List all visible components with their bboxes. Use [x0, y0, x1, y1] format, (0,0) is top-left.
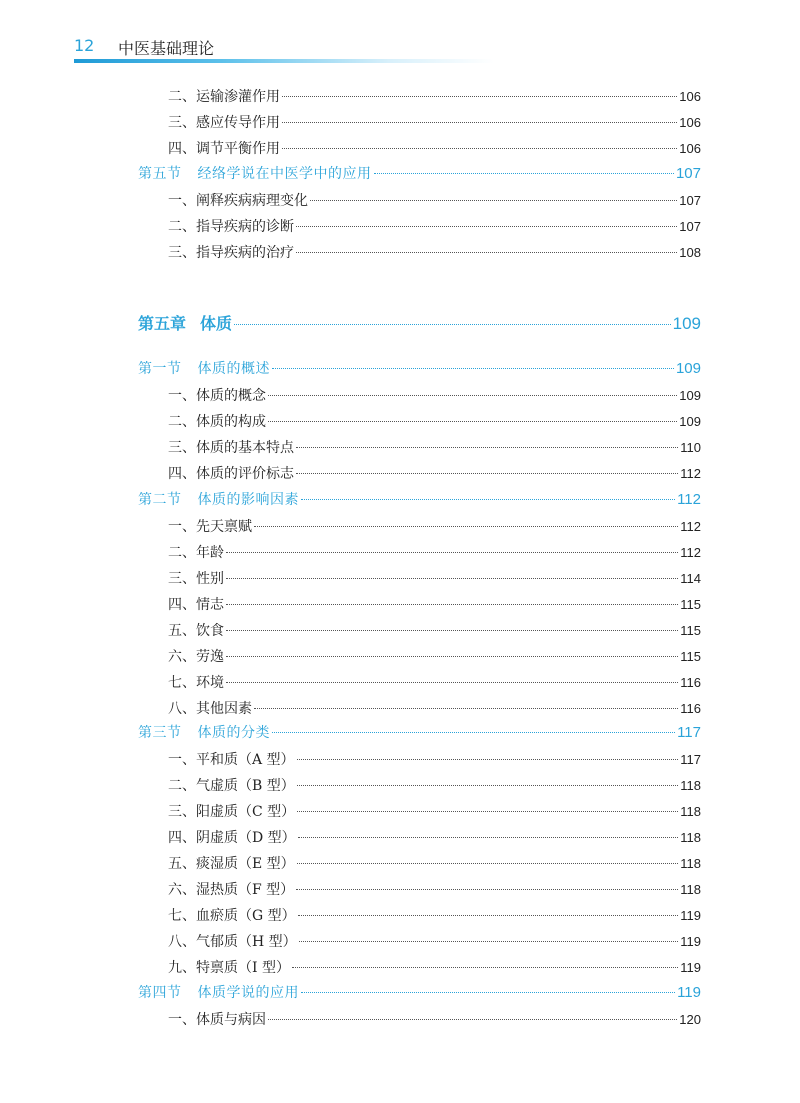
dot-leader [226, 682, 678, 683]
dot-leader [296, 473, 678, 474]
toc-page-number: 119 [680, 960, 701, 975]
dot-leader [268, 421, 677, 422]
dot-leader [226, 552, 678, 553]
toc-page-number: 119 [680, 908, 701, 923]
chapter-title: 体质 [200, 314, 233, 333]
section-title: 体质的概述 [197, 361, 270, 377]
toc-section [138, 163, 701, 183]
toc-item [168, 385, 701, 405]
section-number: 第五节 [138, 166, 182, 182]
toc-page-number: 117 [680, 752, 701, 767]
toc-section [138, 489, 701, 509]
toc-item-label: 八、其他因素 [168, 701, 252, 717]
toc-page-number: 116 [680, 701, 701, 716]
toc-page-number: 119 [677, 984, 701, 1001]
toc-page-number: 110 [680, 440, 701, 455]
toc-chapter [138, 311, 701, 334]
toc-item [168, 672, 701, 692]
toc-item [168, 853, 701, 873]
toc-item [168, 437, 701, 457]
toc-page-number: 112 [680, 519, 701, 534]
dot-leader [254, 526, 678, 527]
dot-leader [298, 837, 679, 838]
toc-item-label: 二、指导疾病的诊断 [168, 219, 294, 235]
toc-page-number: 109 [679, 388, 701, 403]
toc-page-number: 106 [679, 141, 701, 156]
toc-item-label: 五、饮食 [168, 623, 224, 639]
toc-item [168, 542, 701, 562]
dot-leader [296, 226, 677, 227]
toc-item [168, 957, 701, 977]
toc-item [168, 801, 701, 821]
toc-item-label: 一、平和质（A 型） [168, 752, 295, 768]
toc-page-number: 117 [677, 724, 701, 741]
dot-leader [374, 173, 674, 174]
toc-item [168, 646, 701, 666]
dot-leader [282, 122, 677, 123]
book-title: 中医基础理论 [118, 39, 215, 58]
toc-page-number: 118 [680, 882, 701, 897]
toc-page-number: 118 [680, 778, 701, 793]
toc-item-label: 八、气郁质（H 型） [168, 934, 297, 950]
toc-page-number: 118 [680, 856, 701, 871]
dot-leader [254, 708, 678, 709]
toc-item-label: 一、阐释疾病病理变化 [168, 193, 308, 209]
toc-page-number: 107 [679, 219, 701, 234]
toc-item [168, 931, 701, 951]
dot-leader [226, 656, 678, 657]
toc-item-label: 七、环境 [168, 675, 224, 691]
section-title: 经络学说在中医学中的应用 [197, 166, 372, 182]
dot-leader [282, 96, 677, 97]
dot-leader [272, 368, 674, 369]
toc-page-number: 107 [675, 165, 701, 182]
toc-page-number: 120 [679, 1012, 701, 1027]
toc-page-number: 118 [680, 830, 701, 845]
toc-item [168, 827, 701, 847]
toc-item-label: 三、指导疾病的治疗 [168, 245, 294, 261]
toc-item [168, 594, 701, 614]
dot-leader [292, 967, 678, 968]
toc-item-label: 九、特禀质（I 型） [168, 960, 290, 976]
dot-leader [226, 604, 678, 605]
toc-item-label: 一、先天禀赋 [168, 519, 252, 535]
section-title: 体质的分类 [197, 725, 270, 741]
dot-leader [296, 252, 677, 253]
dot-leader [268, 395, 677, 396]
toc-page-number: 107 [679, 193, 701, 208]
toc-page-number: 112 [680, 466, 701, 481]
dot-leader [226, 578, 678, 579]
toc-page-number: 109 [679, 414, 701, 429]
toc-item-label: 四、阴虚质（D 型） [168, 830, 296, 846]
toc-page-number: 106 [679, 115, 701, 130]
toc-page-number: 115 [680, 623, 701, 638]
section-number: 第二节 [138, 492, 182, 508]
toc-item-label: 四、调节平衡作用 [168, 141, 280, 157]
dot-leader [297, 759, 679, 760]
toc-section [138, 722, 701, 742]
toc-item [168, 698, 701, 718]
toc-item-label: 三、性别 [168, 571, 224, 587]
toc-item-label: 一、体质的概念 [168, 388, 266, 404]
toc-item-label: 五、痰湿质（E 型） [168, 856, 295, 872]
toc-page-number: 109 [672, 314, 701, 333]
toc-page-number: 106 [679, 89, 701, 104]
dot-leader [301, 992, 675, 993]
section-title: 体质学说的应用 [197, 985, 299, 1001]
dot-leader [299, 941, 679, 942]
dot-leader [226, 630, 678, 631]
toc-page-number: 116 [680, 675, 701, 690]
toc-item [168, 516, 701, 536]
toc-item [168, 112, 701, 132]
toc-item-label: 二、运输渗灌作用 [168, 89, 280, 105]
toc-page-number: 112 [680, 545, 701, 560]
toc-item [168, 463, 701, 483]
toc-item [168, 411, 701, 431]
toc-item-label: 二、气虚质（B 型） [168, 778, 295, 794]
toc-page-number: 119 [680, 934, 701, 949]
toc-item [168, 190, 701, 210]
page-number: 12 [74, 36, 95, 55]
toc-page-number: 109 [675, 360, 701, 377]
toc-page-number: 114 [680, 571, 701, 586]
toc-page-number: 108 [679, 245, 701, 260]
toc-item [168, 879, 701, 899]
toc-item [168, 749, 701, 769]
toc-item [168, 775, 701, 795]
toc-item-label: 四、情志 [168, 597, 224, 613]
section-number: 第一节 [138, 361, 182, 377]
toc-item [168, 620, 701, 640]
dot-leader [272, 732, 675, 733]
toc-item-label: 六、劳逸 [168, 649, 224, 665]
toc-item [168, 242, 701, 262]
toc-item-label: 七、血瘀质（G 型） [168, 908, 296, 924]
dot-leader [297, 785, 679, 786]
dot-leader [268, 1019, 677, 1020]
toc-item [168, 905, 701, 925]
dot-leader [234, 324, 671, 325]
toc-page-number: 112 [677, 491, 701, 508]
section-number: 第三节 [138, 725, 182, 741]
dot-leader [301, 499, 675, 500]
dot-leader [282, 148, 677, 149]
toc-item-label: 二、年龄 [168, 545, 224, 561]
toc-item [168, 568, 701, 588]
toc-item-label: 三、体质的基本特点 [168, 440, 294, 456]
dot-leader [310, 200, 677, 201]
toc-item [168, 86, 701, 106]
toc-item-label: 二、体质的构成 [168, 414, 266, 430]
section-title: 体质的影响因素 [197, 492, 299, 508]
toc-item [168, 216, 701, 236]
section-number: 第四节 [138, 985, 182, 1001]
toc-item [168, 138, 701, 158]
dot-leader [296, 447, 678, 448]
dot-leader [296, 889, 678, 890]
toc-item-label: 六、湿热质（F 型） [168, 882, 295, 898]
dot-leader [298, 915, 679, 916]
toc-page-number: 115 [680, 597, 701, 612]
toc-section [138, 358, 701, 378]
toc-section [138, 982, 701, 1002]
toc-item-label: 四、体质的评价标志 [168, 466, 294, 482]
toc-item [168, 1009, 701, 1029]
toc-item-label: 一、体质与病因 [168, 1012, 266, 1028]
toc-page-number: 118 [680, 804, 701, 819]
dot-leader [297, 811, 678, 812]
toc-item-label: 三、阳虚质（C 型） [168, 804, 296, 820]
toc-page-number: 115 [680, 649, 701, 664]
toc-item-label: 三、感应传导作用 [168, 115, 280, 131]
chapter-number: 第五章 [138, 314, 187, 333]
dot-leader [297, 863, 679, 864]
